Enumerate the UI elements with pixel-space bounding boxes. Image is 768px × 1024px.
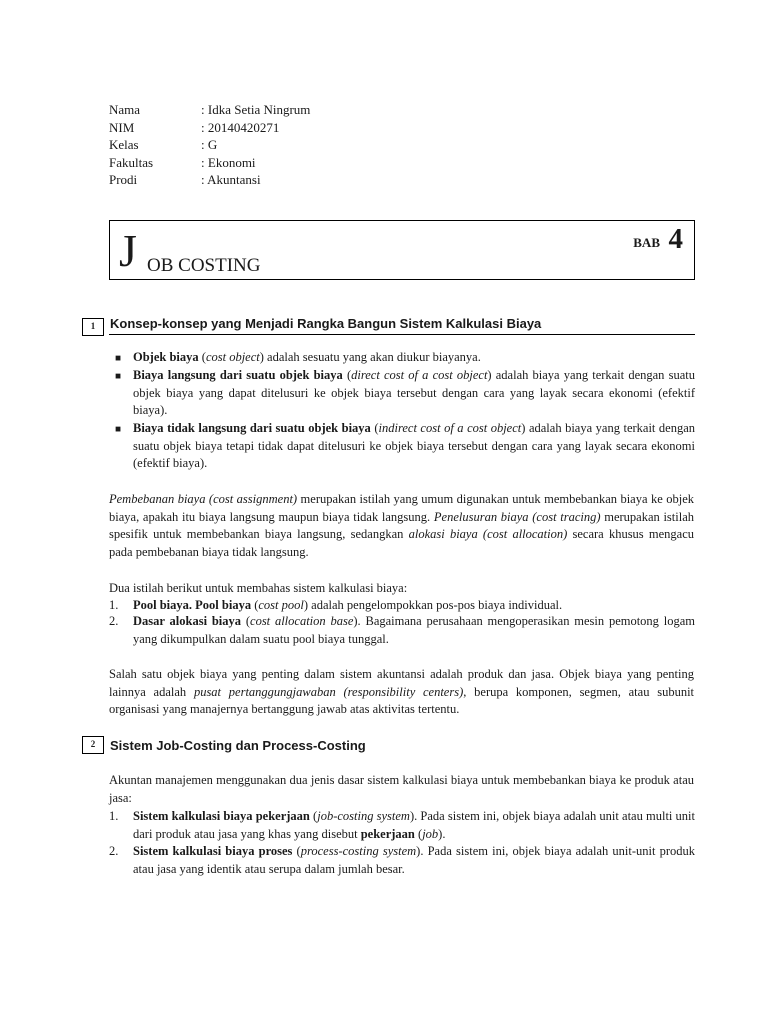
info-label: Nama (109, 102, 141, 117)
term-english: direct cost of a cost object (351, 368, 488, 382)
definition: adalah pengelompokkan pos-pos biaya individual. (311, 598, 563, 612)
term-english: pusat pertanggungjawaban (responsibility centers) (193, 684, 464, 699)
text: secara khusus mengacu pada pembebanan biaya tidak langsung. (109, 527, 695, 559)
term-english: cost object (205, 350, 260, 364)
section-rule (109, 334, 695, 335)
text: merupakan istilah spesifik untuk membebankan biaya langsung, sedangkan (109, 509, 695, 542)
paragraph: Dua istilah berikut untuk membahas sistem kalkulasi biaya: (109, 581, 408, 595)
info-label: Fakultas (109, 154, 154, 170)
definition: adalah biaya yang terkait dengan suatu objek biaya tetapi tidak dapat ditelusuri ke objek biaya tersebut dengan cara yang layak secara ekonomi (efektif biaya). (133, 421, 696, 471)
info-row-nama (109, 101, 310, 119)
list-number: 2. (109, 614, 119, 628)
text: . (442, 826, 446, 841)
term-english: indirect cost of a cost object (378, 421, 522, 435)
definition: . Bagaimana perusahaan mengoperasikan mesin pemotong logam yang dikumpulkan dalam suatu pool biaya tunggal. (133, 614, 695, 646)
info-value: : Idka Setia Ningrum (201, 101, 310, 119)
info-row-kelas (109, 136, 310, 154)
definition: adalah biaya yang terkait dengan suatu objek biaya yang dapat ditelusuri ke objek biaya tersebut dengan cara yang layak secara ekonomi (efektif biaya). (133, 368, 695, 418)
list-item: Sistem kalkulasi biaya proses (process-costing system). Pada sistem ini, objek biaya adalah unit-unit produk atau jasa yang identik atau serupa dalam jumlah besar. (133, 844, 695, 876)
info-value: : Akuntansi (201, 171, 261, 189)
info-row-nim (109, 119, 310, 137)
list-item: Dasar alokasi biaya (cost allocation base). Bagaimana perusahaan mengoperasikan mesin pemotong logam yang dikumpulkan dalam suatu pool biaya tunggal. (133, 614, 695, 646)
list-item: Objek biaya (cost object) adalah sesuatu yang akan diukur biayanya. (133, 350, 481, 364)
info-label: NIM (109, 119, 135, 135)
term-english: job (422, 826, 439, 841)
chapter-title: OB COSTING (147, 255, 261, 276)
paragraph (109, 666, 694, 719)
term-english: cost allocation base (250, 614, 354, 628)
info-value: : 20140420271 (201, 119, 279, 137)
list-item: Pool biaya. Pool biaya (cost pool) adalah pengelompokkan pos-pos biaya individual. (133, 598, 563, 612)
term: Sistem kalkulasi biaya pekerjaan (133, 809, 310, 823)
term-english: job-costing system (317, 809, 410, 823)
definition: . Pada sistem ini, objek biaya adalah unit atau multi unit dari produk atau jasa yang khas yang disebut (133, 809, 695, 841)
info-label: Prodi (109, 172, 138, 188)
term: Biaya langsung dari suatu objek biaya (133, 368, 343, 382)
section-heading: Konsep-konsep yang Menjadi Rangka Bangun Sistem Kalkulasi Biaya (110, 316, 542, 331)
paragraph: Akuntan manajemen menggunakan dua jenis dasar sistem kalkulasi biaya untuk membebankan biaya ke produk atau jasa: (109, 773, 694, 805)
chapter-number: 4 (668, 223, 683, 255)
bullet-icon: ■ (115, 371, 122, 382)
definition: . Pada sistem ini, objek biaya adalah unit-unit produk atau jasa yang identik atau serupa dalam jumlah besar. (133, 844, 695, 876)
term-english: Penelusuran biaya (cost tracing) (433, 509, 601, 524)
chapter-title-box (109, 220, 695, 280)
term-english: alokasi biaya (cost allocation) (408, 527, 568, 542)
list-item: Sistem kalkulasi biaya pekerjaan (job-costing system). Pada sistem ini, objek biaya adalah unit atau multi unit dari produk atau jasa yang khas yang disebut pekerjaan (job). (133, 809, 695, 841)
section-number-badge: 2 (82, 736, 104, 754)
section-heading: Sistem Job-Costing dan Process-Costing (110, 738, 366, 753)
term-english: cost pool (258, 598, 304, 612)
section-number-badge: 1 (82, 318, 104, 336)
term: Sistem kalkulasi biaya proses (133, 844, 293, 858)
term: pekerjaan (360, 826, 415, 841)
term: Biaya tidak langsung dari suatu objek biaya (133, 421, 371, 435)
term-english: Pembebanan biaya (cost assignment) (109, 492, 298, 506)
info-value: : G (201, 136, 217, 154)
list-item: Biaya tidak langsung dari suatu objek biaya (indirect cost of a cost object) adalah biaya yang terkait dengan suatu objek biaya tetapi tidak dapat ditelusuri ke objek biaya tersebut dengan cara yang layak secara ekonomi (efektif biaya). (133, 421, 696, 471)
term: Objek biaya (133, 350, 199, 364)
list-number: 1. (109, 598, 119, 612)
title-initial: J (119, 225, 137, 276)
list-number: 2. (109, 844, 119, 858)
list-number: 1. (109, 809, 119, 823)
info-value: : Ekonomi (201, 154, 256, 172)
list-item: Biaya langsung dari suatu objek biaya (direct cost of a cost object) adalah biaya yang terkait dengan suatu objek biaya yang dapat ditelusuri ke objek biaya tersebut dengan cara yang layak secara ekonomi (efektif biaya). (133, 368, 695, 418)
term: Pool biaya. Pool biaya (133, 598, 252, 612)
text: , berupa komponen, segmen, atau subunit organisasi yang manajernya bertanggung jawab atas aktivitas tertentu. (109, 684, 695, 717)
text: merupakan istilah yang umum digunakan untuk membebankan biaya ke objek biaya, apakah itu biaya langsung maupun biaya tidak langsung. (109, 492, 694, 524)
term: Dasar alokasi biaya (133, 614, 242, 628)
paragraph (109, 491, 694, 561)
student-info (109, 101, 310, 189)
chapter-label: BAB (633, 235, 660, 250)
info-label: Kelas (109, 137, 139, 153)
bullet-icon: ■ (115, 353, 122, 364)
info-row-prodi (109, 171, 310, 189)
definition: adalah sesuatu yang akan diukur biayanya. (267, 350, 481, 364)
term-english: process-costing system (300, 844, 417, 858)
info-row-fakultas (109, 154, 310, 172)
bullet-icon: ■ (115, 424, 122, 435)
text: Salah satu objek biaya yang penting dalam sistem akuntansi adalah produk dan jasa. Objek biaya yang penting lainnya adalah (109, 667, 694, 699)
